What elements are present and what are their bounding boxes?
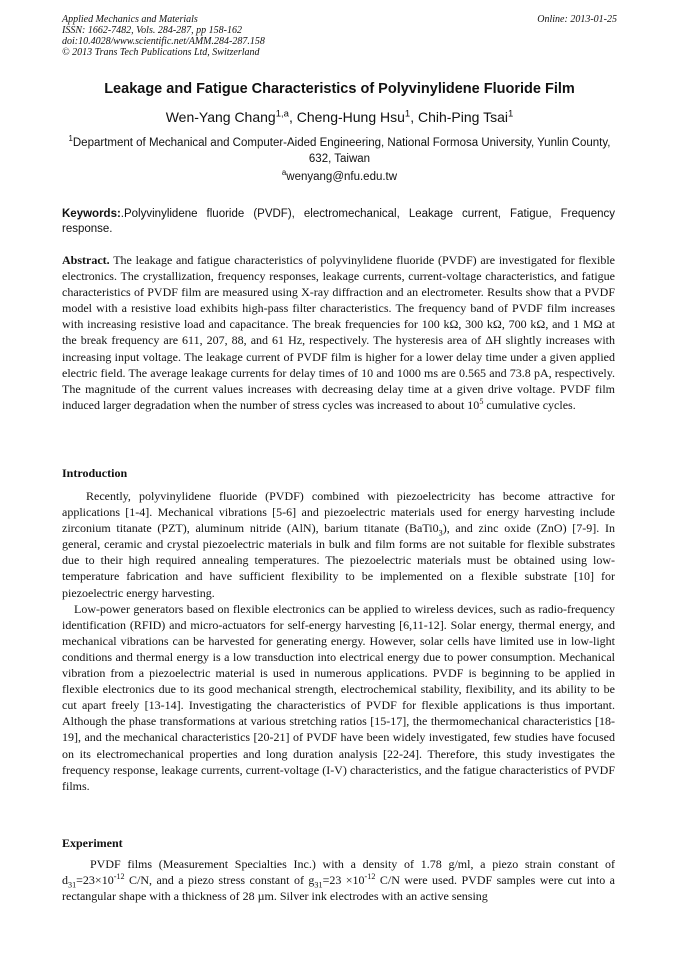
exp-g-sub: 31	[314, 880, 323, 890]
keywords-text: .Polyvinylidene fluoride (PVDF), electromechanical, Leakage current, Fatigue, Frequency response.	[62, 208, 615, 235]
exp-text-e: C/N were used. PVDF samples were cut into a rectangular shape with a thickness of 28 µm. Silver ink electrodes with an active sensing	[62, 873, 616, 904]
exp-text-c: C/N, and a piezo stress constant of g	[124, 873, 315, 888]
introduction-heading: Introduction	[62, 466, 128, 480]
journal-header	[62, 14, 617, 58]
exp-paragraph-1	[62, 856, 615, 904]
abstract-exponent: 5	[479, 396, 484, 406]
exp-text-d: =23 ×10	[322, 873, 365, 888]
exp-text-b: =23×10	[76, 873, 114, 888]
online-date: Online: 2013-01-25	[537, 14, 617, 25]
author-sup: 1,a	[275, 108, 289, 120]
intro-p1-text: Recently, polyvinylidene fluoride (PVDF) combined with piezoelectricity has become attractive for applications [1-4]. Mechanical vibrations [5-6] and piezoelectric materials used for energy harvesting include zirconium titanate (PZT), aluminum nitride (AlN), barium titanate (BaTi0	[62, 489, 615, 536]
exp-text-a: PVDF films (Measurement Specialties Inc.) with a density of 1.78 g/ml, a piezo strain constant of d	[62, 857, 615, 888]
journal-name: Applied Mechanics and Materials	[62, 14, 198, 25]
email-sup: a	[281, 168, 287, 178]
intro-p1-text-end: ), and zinc oxide (ZnO) [7-9]. In general, ceramic and crystal piezoelectric materials in bulk and film forms are not suitable for flexible substrates due to their high required annealing temperatures. The piezoelectric materials must be obtained using low-temperature fabrication and have sufficient flexibility to be implemented on a flexible substrate [10] for piezoelectric energy harvesting.	[62, 521, 615, 600]
exp-d-sub: 31	[68, 880, 77, 890]
experiment-body	[62, 856, 615, 904]
issn-line: ISSN: 1662-7482, Vols. 284-287, pp 158-162	[62, 25, 242, 36]
abstract-text-end: cumulative cycles.	[483, 397, 576, 412]
affiliation-text: Department of Mechanical and Computer-Aided Engineering, National Formosa University, Yunlin County, 632, Taiwan	[72, 137, 611, 165]
doi-line: doi:10.4028/www.scientific.net/AMM.284-287.158	[62, 36, 265, 47]
exp-exponent-1: -12	[113, 872, 125, 882]
experiment-heading: Experiment	[62, 836, 123, 850]
email-address: wenyang@nfu.edu.tw	[286, 171, 398, 183]
author-name: Cheng-Hung Hsu	[296, 109, 405, 125]
affiliation	[62, 135, 617, 167]
author-name: Chih-Ping Tsai	[417, 109, 508, 125]
author-name: Wen-Yang Chang	[165, 109, 276, 125]
abstract	[62, 252, 615, 413]
intro-p1-sub: 3	[438, 528, 443, 538]
abstract-label: Abstract.	[62, 253, 110, 267]
introduction-body	[62, 488, 615, 794]
paper-title: Leakage and Fatigue Characteristics of Polyvinylidene Fluoride Film	[104, 81, 575, 97]
keywords-label: Keywords:	[62, 208, 121, 220]
author-list: Wen-Yang Chang$^{1,a}$, Cheng-Hung Hsu$^1$, Chih-Ping Tsai$^1$	[165, 108, 514, 125]
abstract-text: The leakage and fatigue characteristics of polyvinylidene fluoride (PVDF) are investigated for flexible electronics. The crystallization, frequency responses, leakage currents, current-voltage characteristics, and fatigue characteristics of PVDF film are measured using X-ray diffraction and an electrometer. Results show that a PVDF model with a resistive load exhibits high-pass filter characteristics. The frequency band of PVDF film increases with increasing resistive load and capacitance. The break frequencies for 100 kΩ, 300 kΩ, 700 kΩ, and 1 MΩ at the break frequency are 611, 207, 88, and 61 Hz, respectively. The hysteresis area of ΔH slightly increases with increasing input voltage. The leakage current of PVDF film is higher for a lower delay time under a given applied electric field. The average leakage currents for delay times of 10 and 1000 ms are 0.565 and 73.8 pA, respectively. The magnitude of the current values increases with decreasing delay time at a given drive voltage. PVDF film induced larger degradation when the number of stress cycles was increased to about 10	[62, 253, 615, 412]
intro-paragraph-2: Low-power generators based on flexible electronics can be applied to wireless devices, such as radio-frequency identification (RFID) and micro-actuators for self-energy harvesting [6,11-12]. Solar energy, thermal energy, and mechanical vibrations can be harvested for generating energy. However, solar cells have limited use in low-light conditions and thermal energy is a low transduction into electrical energy due to power consumption. Mechanical vibration from a piezoelectric material is used in numerous applications. PVDF is beginning to be applied in flexible electronics due to its good mechanical strength, electrochemical stability, flexibility, and its ability to be cut apart freely [13-14]. Investigating the characteristics of PVDF for flexible applications is thus important. Although the phase transformations at various stretching ratios [15-17], the thermomechanical characteristics [18-19], and the mechanical characteristics [20-21] of PVDF have been widely investigated, few studies have focused on its electromechanical properties and long duration analysis [22-24]. Therefore, this study investigates the frequency response, leakage currents, current-voltage (I-V) characteristics, and the fatigue characteristics of PVDF films.	[62, 601, 615, 793]
affiliation-sup: 1	[68, 134, 73, 144]
author-sup: 1	[507, 108, 514, 120]
exp-exponent-2: -12	[364, 872, 376, 882]
keywords	[62, 207, 615, 237]
intro-paragraph-1	[62, 488, 615, 601]
email-line	[62, 168, 617, 183]
author-sup: 1	[404, 108, 411, 120]
copyright-line: © 2013 Trans Tech Publications Ltd, Switzerland	[62, 47, 260, 58]
